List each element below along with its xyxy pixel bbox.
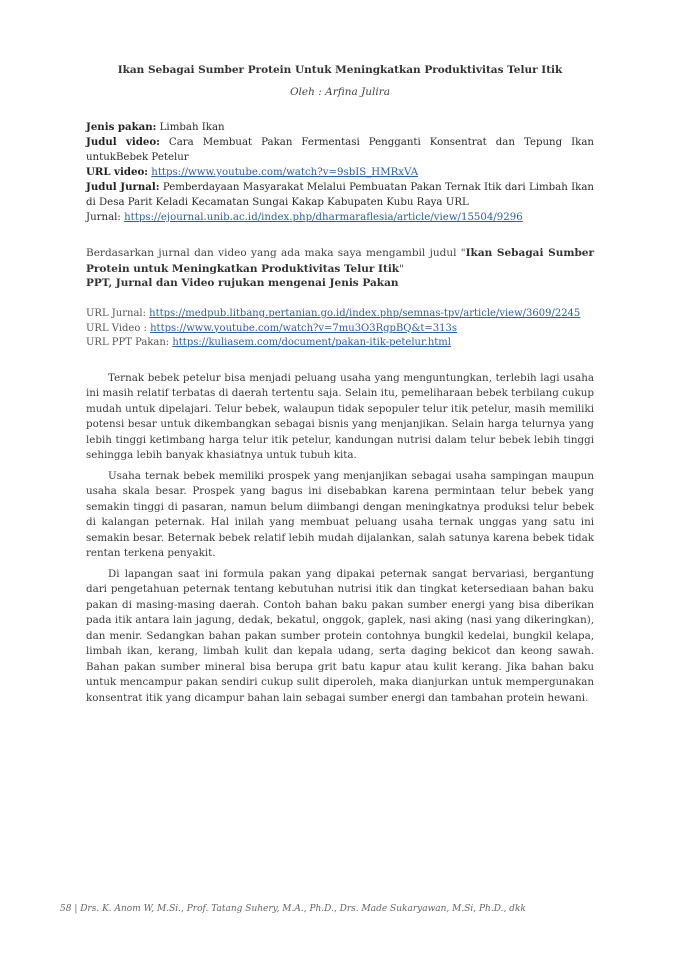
page-footer: 58 | Drs. K. Anom W, M.Si., Prof. Tatang Suhery, M.A., Ph.D., Drs. Made Sukaryawan, M.Si, Ph.D., dkk	[60, 904, 526, 914]
url-video-row	[86, 322, 594, 337]
meta-judul-video	[86, 135, 594, 165]
intro-end: "	[399, 263, 404, 275]
meta-label: Jurnal:	[86, 212, 121, 223]
meta-jurnal	[86, 210, 594, 225]
meta-judul-jurnal	[86, 180, 594, 210]
ppt-heading: PPT, Jurnal dan Video rujukan mengenai Jenis Pakan	[86, 277, 399, 289]
meta-value: Cara Membuat Pakan Fermentasi Pengganti Konsentrat dan Tepung Ikan untukBebek Petelur	[86, 137, 594, 163]
intro-text: Berdasarkan jurnal dan video yang ada maka saya mengambil judul "	[86, 247, 466, 259]
body-paragraph: Usaha ternak bebek memiliki prospek yang menjanjikan sebagai usaha sampingan maupun usaha skala besar. Prospek yang bagus ini disebabkan karena permintaan telur bebek yang semakin tinggi di pasaran, namun belum diimbangi dengan meningkatnya produksi telur bebek di kalangan peternak. Hal inilah yang membuat peluang usaha ternak unggas yang satu ini semakin besar. Beternak bebek relatif lebih mudah dijalankan, salah satunya karena bebek tidak rentan terkena penyakit.	[86, 469, 594, 559]
meta-url-video	[86, 165, 594, 180]
meta-block	[86, 120, 594, 225]
url-ppt-link[interactable]: https://kuliasem.com/document/pakan-itik-petelur.html	[172, 337, 451, 348]
jurnal-link[interactable]: https://ejournal.unib.ac.id/index.php/dharmaraflesia/article/view/15504/9296	[124, 212, 523, 223]
meta-label: URL video:	[86, 166, 149, 178]
author-line: Oleh : Arfina Julira	[289, 86, 391, 98]
meta-label: Judul Jurnal:	[86, 181, 160, 193]
url-jurnal-link[interactable]: https://medpub.litbang.pertanian.go.id/index.php/semnas-tpv/article/view/3609/2245	[149, 308, 581, 319]
meta-jenis-pakan	[86, 120, 594, 135]
url-label: URL Video :	[86, 322, 147, 334]
body-paragraph: Ternak bebek petelur bisa menjadi peluang usaha yang menguntungkan, terlebih lagi usaha ini masih relatif terbatas di daerah tertentu saja. Selain itu, pemeliharaan bebek terbilang cukup mudah untuk dipelajari. Telur bebek, walaupun tidak sepopuler telur itik petelur, masih memiliki potensi besar untuk dikembangkan sebagai bisnis yang menjanjikan. Selain harga telurnya yang lebih tinggi ketimbang harga telur itik petelur, kandungan nutrisi dalam telur bebek lebih tinggi sehingga lebih banyak khasiatnya untuk tubuh kita.	[86, 371, 594, 461]
meta-label: Jenis pakan:	[86, 121, 157, 133]
url-video-link[interactable]: https://www.youtube.com/watch?v=7mu3O3RgpBQ&t=313s	[150, 322, 458, 334]
video-link[interactable]: https://www.youtube.com/watch?v=9sbIS_HMRxVA	[151, 167, 419, 178]
body-paragraph: Di lapangan saat ini formula pakan yang dipakai peternak sangat bervariasi, bergantung dari pengetahuan peternak tentang kebutuhan nutrisi itik dan tingkat ketersediaan bahan baku pakan di masing-masing daerah. Contoh bahan baku pakan sumber energi yang bisa diberikan pada itik antara lain jagung, dedak, bekatul, onggok, gaplek, nasi aking (nasi yang dikeringkan), dan menir. Sedangkan bahan pakan sumber protein contohnya bungkil kedelai, bungkil kelapa, limbah ikan, kerang, limbah kulit dan kepala udang, serta daging bekicot dan keong sawah. Bahan pakan sumber mineral bisa berupa grit batu kapur atau kulit kerang. Jika bahan baku untuk mencampur pakan sendiri cukup sulit diperoleh, maka dianjurkan untuk mempergunakan konsentrat itik yang dicampur bahan lain sebagai sumber energi dan tambahan protein hewani.	[86, 567, 594, 704]
url-jurnal-row	[86, 307, 594, 322]
intro-bold-title: Ikan Sebagai Sumber Protein untuk Meningkatkan Produktivitas Telur Itik	[86, 247, 594, 275]
document-title: Ikan Sebagai Sumber Protein Untuk Meningkatkan Produktivitas Telur Itik	[117, 64, 563, 76]
meta-value: Limbah Ikan	[159, 122, 225, 133]
url-ppt-row	[86, 336, 594, 351]
url-label: URL PPT Pakan:	[86, 337, 170, 348]
reference-urls	[86, 307, 594, 351]
meta-label: Judul video:	[86, 136, 160, 148]
url-label: URL Jurnal:	[86, 308, 146, 319]
intro-paragraph	[86, 245, 594, 277]
meta-value: Pemberdayaan Masyarakat Melalui Pembuatan Pakan Ternak Itik dari Limbah Ikan di Desa Parit Keladi Kecamatan Sungai Kakap Kabupaten Kubu Raya URL	[86, 182, 594, 208]
